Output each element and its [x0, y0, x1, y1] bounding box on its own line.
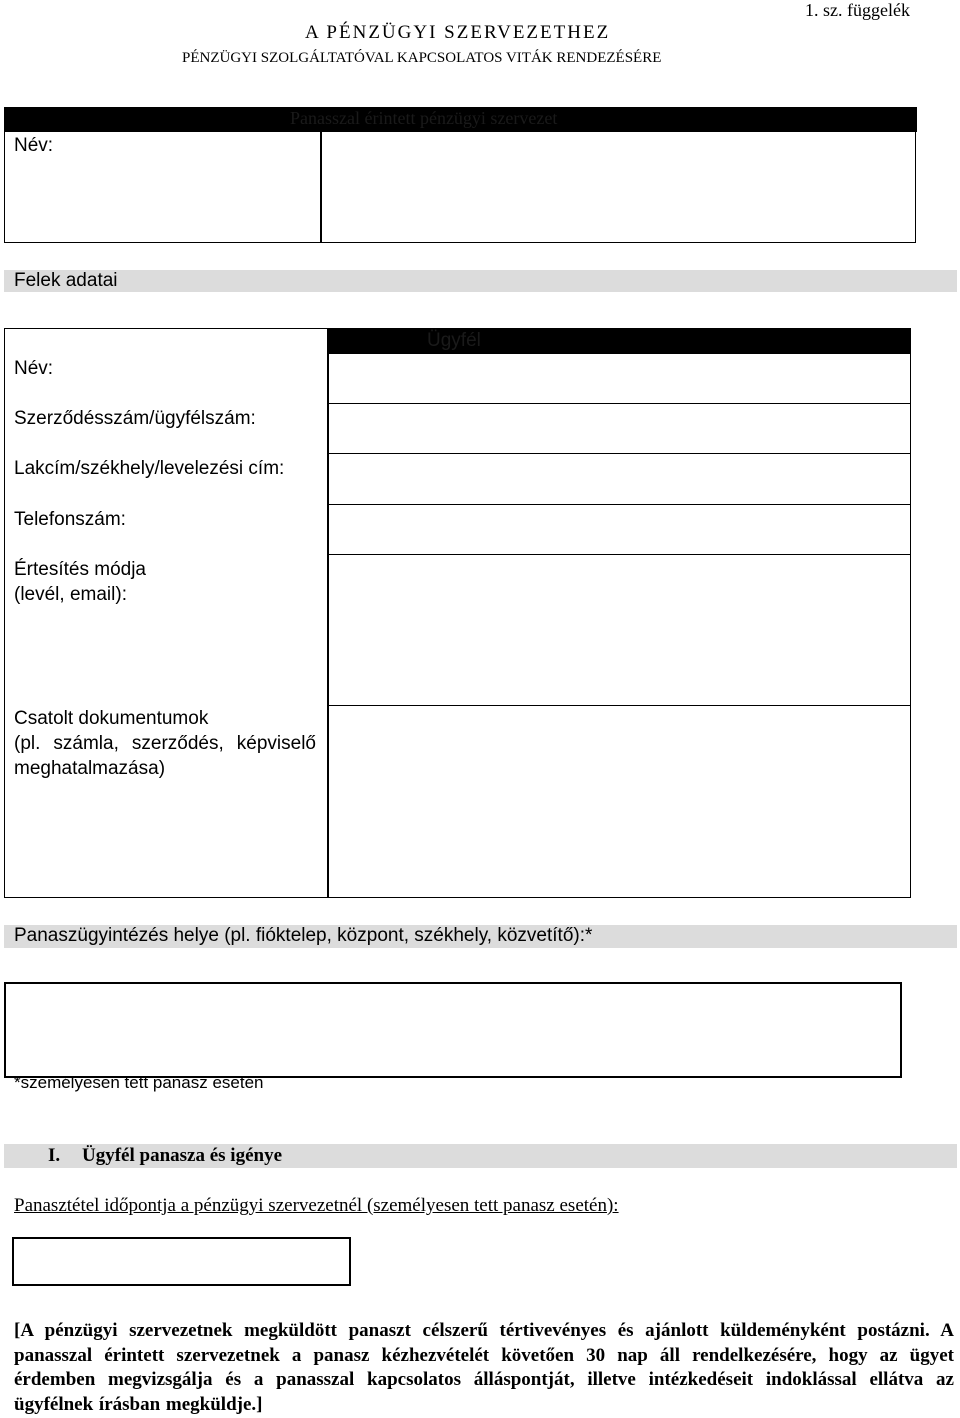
organization-divider — [320, 132, 322, 243]
section-number: I. — [48, 1145, 61, 1166]
instructions-text: [A pénzügyi szervezetnek megküldött panaszt célszerű tértivevényes és ajánlott küldeményként postázni. A panasszal érintett szervezetnek a panasz kézhezvételét követően 30 nap áll rendelkezésére, hogy az ügyet érdemben megvizsgálja és a panasszal kapcsolatos álláspontját, illetve intézkedéseit indoklással ellátva az ügyfélnek írásban megküldje.] — [14, 1320, 954, 1415]
complaint-date-label: Panasztétel időpontja a pénzügyi szervezetnél (személyesen tett panasz esetén): — [14, 1195, 619, 1216]
organization-name-field[interactable] — [324, 134, 914, 240]
form-title: A PÉNZÜGYI SZERVEZETHEZ — [305, 22, 611, 43]
attachments-label-line3: meghatalmazása) — [14, 758, 166, 779]
complaint-location-footnote: *személyesen tett panasz esetén — [14, 1073, 264, 1092]
appendix-label: 1. sz. függelék — [805, 0, 910, 20]
complaint-location-field[interactable] — [4, 982, 902, 1078]
attachments-label-line2: (pl. számla, szerződés, képviselő — [14, 733, 316, 754]
client-name-label: Név: — [14, 358, 54, 379]
row-separator — [328, 554, 911, 555]
address-label: Lakcím/székhely/levelezési cím: — [14, 458, 285, 479]
address-field[interactable] — [331, 455, 909, 503]
client-table-divider — [327, 328, 329, 898]
contract-number-label: Szerződésszám/ügyfélszám: — [14, 408, 256, 429]
organization-header: Panasszal érintett pénzügyi szervezet — [290, 108, 558, 128]
parties-bar — [4, 270, 957, 292]
notification-label-line2: (levél, email): — [14, 584, 127, 605]
client-name-field[interactable] — [331, 356, 909, 402]
complaint-date-field[interactable] — [12, 1237, 351, 1286]
attachments-field[interactable] — [331, 707, 909, 896]
notification-label-line1: Értesítés módja — [14, 559, 146, 580]
complaint-location-label: Panaszügyintézés helye (pl. fióktelep, központ, székhely, közvetítő):* — [14, 925, 593, 946]
phone-field[interactable] — [331, 506, 909, 553]
row-separator — [328, 504, 911, 505]
client-header-bar — [328, 328, 911, 354]
notification-field[interactable] — [331, 556, 909, 704]
attachments-label-line1: Csatolt dokumentumok — [14, 708, 209, 729]
row-separator — [328, 453, 911, 454]
parties-label: Felek adatai — [14, 270, 118, 291]
phone-label: Telefonszám: — [14, 509, 126, 530]
section-title: Ügyfél panasza és igénye — [82, 1145, 283, 1166]
row-separator — [328, 403, 911, 404]
client-header: Ügyfél — [427, 330, 481, 351]
form-subtitle: PÉNZÜGYI SZOLGÁLTATÓVAL KAPCSOLATOS VITÁK RENDEZÉSÉRE — [182, 50, 662, 66]
row-separator — [328, 705, 911, 706]
organization-name-label: Név: — [14, 135, 54, 156]
contract-number-field[interactable] — [331, 405, 909, 452]
